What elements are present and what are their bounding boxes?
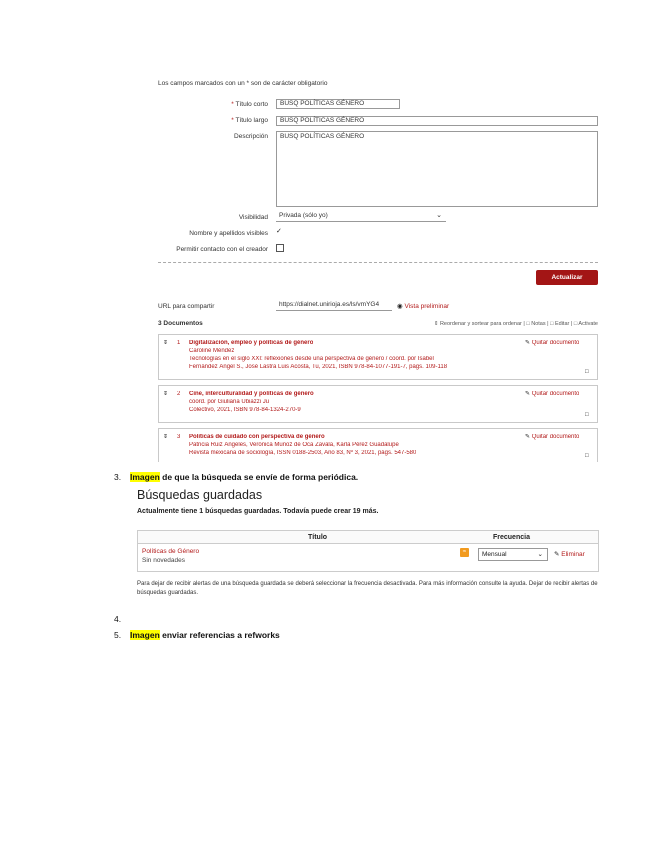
document-icon[interactable]: □	[585, 412, 589, 418]
drag-handle-icon[interactable]: ⇕	[163, 340, 169, 346]
list-item-text: Imagen enviar referencias a refworks	[130, 630, 280, 640]
doc-toolbar: ⇕ Reordenar y sortear para ordenar | □ Notas | □ Editar | □ Activate	[433, 321, 598, 327]
drag-handle-icon[interactable]: ⇕	[163, 391, 169, 397]
visibility-label: Visibilidad	[238, 214, 268, 221]
notes-icon: □	[526, 321, 530, 327]
document-title[interactable]: Cine, interculturalidad y políticas de género	[189, 391, 314, 397]
document-icon[interactable]: □	[585, 453, 589, 459]
document-number: 2	[177, 391, 181, 397]
document-source: Revista mexicana de sociología, ISSN 0188-2503, Año 83, Nº 3, 2021, págs. 547-580	[189, 450, 417, 456]
eye-icon: ◉	[397, 303, 405, 310]
col-frequency: Frecuencia	[493, 534, 530, 541]
chevron-down-icon: ⌄	[436, 212, 442, 219]
short-title-label: * Título corto	[231, 101, 268, 108]
saved-search-status: Sin novedades	[142, 557, 186, 564]
table-header	[138, 531, 598, 544]
description-label: Descripción	[234, 133, 268, 140]
chevron-down-icon: ⌄	[537, 551, 543, 558]
document-icon[interactable]: □	[585, 369, 589, 375]
short-title-input[interactable]: BUSQ POLÍTICAS GÉNERO	[276, 99, 400, 109]
long-title-label: * Título largo	[231, 117, 268, 124]
document-card	[158, 334, 598, 380]
sort-link[interactable]: Reordenar y sortear para ordenar	[439, 321, 522, 327]
sort-icon: ⇕	[433, 321, 439, 327]
saved-searches-subheading: Actualmente tiene 1 búsquedas guardadas. Todavía puede crear 19 más.	[137, 508, 379, 515]
document-author[interactable]: Caroline Méndez	[189, 348, 235, 354]
document-card	[158, 428, 598, 462]
document-author[interactable]: coord. por Giuliana Ubiazzi Ju	[189, 399, 270, 405]
notes-link[interactable]: Notas	[531, 321, 546, 327]
activate-link[interactable]: Activate	[578, 321, 598, 327]
saved-searches-heading: Búsquedas guardadas	[137, 488, 263, 502]
edit-icon: □	[550, 321, 554, 327]
remove-document-button[interactable]: ✎ Quitar documento	[525, 434, 580, 440]
edit-icon: ✎	[554, 551, 562, 558]
document-author[interactable]: Patricia Ruiz Ángeles, Verónica Munoz de Oca Zavala, Karla Pérez Guadalupe	[189, 442, 399, 448]
saved-searches-note: Para dejar de recibir alertas de una búsqueda guardada se deberá seleccionar la frecuencia desactivada. Para más información consulte la ayuda. Dejar de recibir alertas de búsquedas guardadas.	[137, 581, 598, 596]
highlight-word: Imagen	[130, 472, 160, 482]
preview-link[interactable]: ◉ Vista preliminar	[397, 303, 450, 310]
allow-contact-label: Permitir contacto con el creador	[176, 246, 268, 253]
document-source: Colectivo, 2021, ISBN 978-84-1324-270-9	[189, 407, 301, 413]
form-divider	[158, 262, 598, 263]
remove-document-button[interactable]: ✎ Quitar documento	[525, 340, 580, 346]
document-number: 1	[177, 340, 181, 346]
required-note: Los campos marcados con un * son de carácter obligatorio	[158, 80, 328, 87]
document-title[interactable]: Políticas de cuidado con perspectiva de género	[189, 434, 325, 440]
document-title[interactable]: Digitalización, empleo y políticas de género	[189, 340, 314, 346]
saved-searches-table	[137, 530, 599, 572]
remove-document-button[interactable]: ✎ Quitar documento	[525, 391, 580, 397]
document-number: 3	[177, 434, 181, 440]
description-textarea[interactable]	[276, 131, 598, 207]
names-visible-label: Nombre y apellidos visibles	[189, 230, 268, 237]
allow-contact-checkbox[interactable]	[276, 244, 284, 252]
document-isbn: Fernández Ángel S., José Lastra Luis Acosta, Tu, 2021, ISBN 978-84-1077-191-7, págs. 109-118	[189, 364, 448, 370]
list-item-text: Imagen de que la búsqueda se envíe de forma periódica.	[130, 472, 359, 482]
long-title-input[interactable]: BUSQ POLÍTICAS GÉNERO	[276, 116, 598, 126]
frequency-value: Mensual	[482, 551, 507, 558]
list-number: 5.	[114, 630, 122, 640]
visibility-value: Privada (sólo yo)	[279, 212, 328, 219]
names-visible-checkbox[interactable]: ✓	[276, 228, 282, 235]
description-value: BUSQ POLÍTICAS GÉNERO	[280, 133, 365, 140]
edit-icon: ✎	[525, 434, 532, 440]
edit-icon: ✎	[525, 340, 532, 346]
list-number: 4.	[114, 614, 122, 624]
visibility-select[interactable]	[276, 212, 446, 222]
delete-link[interactable]: ✎ Eliminar	[554, 551, 585, 558]
rss-icon[interactable]: ≈	[460, 548, 469, 557]
edit-icon: ✎	[525, 391, 532, 397]
document-card	[158, 385, 598, 423]
document-source: Tecnologías en el siglo XXI: reflexiones desde una perspectiva de género / coord. por Isabel	[189, 356, 434, 362]
drag-handle-icon[interactable]: ⇕	[163, 434, 169, 440]
col-title: Título	[308, 534, 328, 541]
url-label: URL para compartir	[158, 303, 215, 310]
saved-search-title[interactable]: Políticas de Género	[142, 548, 200, 555]
doc-count: 3 Documentos	[158, 320, 203, 327]
activate-icon: □	[573, 321, 578, 327]
update-button[interactable]: Actualizar	[536, 270, 598, 285]
edit-link[interactable]: Editar	[554, 321, 570, 327]
frequency-select[interactable]	[478, 548, 548, 561]
list-number: 3.	[114, 472, 122, 482]
url-input[interactable]: https://dialnet.unirioja.es/ls/vmYG4	[276, 301, 392, 311]
highlight-word: Imagen	[130, 630, 160, 640]
